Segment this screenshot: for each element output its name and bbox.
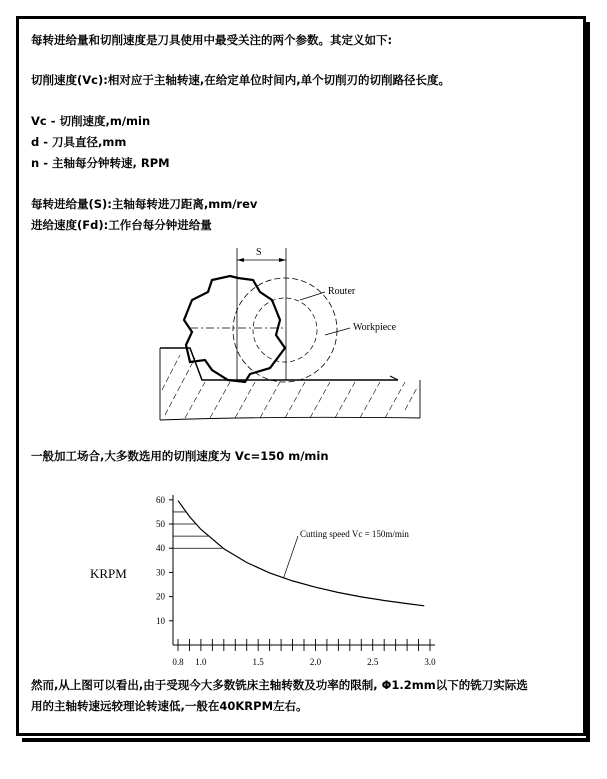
- conclusion-line-1: 然而,从上图可以看出,由于受现今大多数铣床主轴转数及功率的限制, Φ1.2mm以下的铣刀实际选: [31, 678, 528, 692]
- x-tick-label: 1.0: [195, 657, 207, 667]
- label-workpiece: Workpiece: [353, 322, 397, 333]
- y-tick-label: 40: [156, 543, 165, 554]
- vc-variable: Vc - 切削速度,m/min: [31, 114, 151, 128]
- y-axis-label: KRPM: [90, 566, 127, 581]
- y-tick-label: 30: [156, 567, 165, 578]
- vc-definition: 切削速度(Vc):相对应于主轴转速,在给定单位时间内,单个切削刃的切削路径长度。: [31, 73, 451, 87]
- label-router: Router: [328, 286, 356, 297]
- frame-shadow: [22, 738, 589, 742]
- y-tick-label: 10: [156, 615, 165, 626]
- intro-text: 每转进给量和切削速度是刀具使用中最受关注的两个参数。其定义如下:: [31, 33, 393, 47]
- frame-shadow-right: [586, 22, 590, 742]
- general-speed-text: 一般加工场合,大多数选用的切削速度为 Vc=150 m/min: [31, 449, 329, 463]
- series-line: [178, 501, 424, 606]
- fd-definition: 进给速度(Fd):工作台每分钟进给量: [31, 218, 212, 232]
- s-definition: 每转进给量(S):主轴每转进刀距离,mm/rev: [31, 197, 258, 211]
- x-tick-label: 3.0: [424, 657, 436, 667]
- annotation-leader: [283, 536, 298, 578]
- y-tick-label: 50: [156, 519, 165, 530]
- label-s: S: [256, 247, 262, 258]
- x-tick-label: 1.5: [252, 657, 264, 667]
- router-diagram: [150, 240, 450, 430]
- x-tick-label: 2.0: [309, 657, 322, 667]
- y-tick-label: 20: [156, 591, 165, 602]
- krpm-chart: [80, 490, 460, 670]
- d-variable: d - 刀具直径,mm: [31, 135, 127, 149]
- curve-annotation: Cutting speed Vc = 150m/min: [300, 529, 409, 539]
- y-tick-label: 60: [156, 494, 165, 505]
- x-tick-label: 0.8: [172, 657, 184, 667]
- x-tick-label: 2.5: [367, 657, 379, 667]
- n-variable: n - 主轴每分钟转速, RPM: [31, 156, 170, 170]
- conclusion-line-2: 用的主轴转速远较理论转速低,一般在40KRPM左右。: [31, 699, 308, 713]
